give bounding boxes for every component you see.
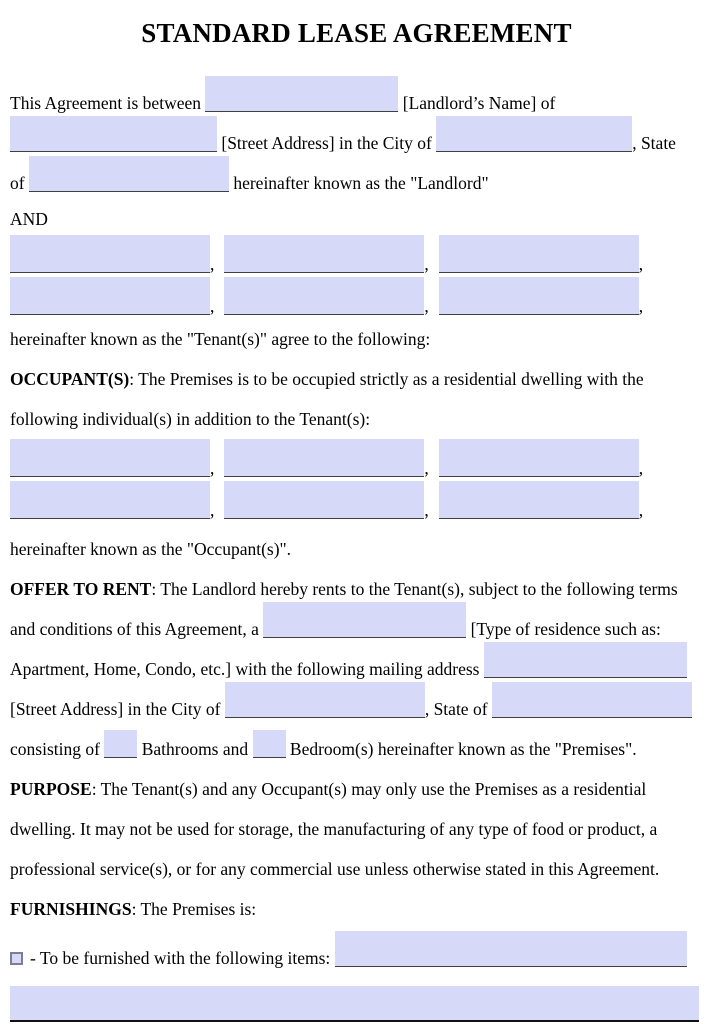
mailing-address-field[interactable] bbox=[484, 642, 687, 678]
residence-type-field[interactable] bbox=[263, 602, 466, 638]
tenant-name-field-5[interactable] bbox=[224, 277, 424, 315]
comma: , bbox=[210, 254, 215, 274]
offer-text: Bathrooms and bbox=[137, 739, 253, 759]
comma: , bbox=[210, 458, 215, 478]
offer-text: Bedroom(s) hereinafter known as the "Premises". bbox=[285, 739, 637, 759]
occupant-name-field-3[interactable] bbox=[439, 439, 639, 477]
furnished-option-line bbox=[10, 938, 703, 978]
intro-text: This Agreement is between bbox=[10, 93, 206, 113]
occupant-name-field-5[interactable] bbox=[224, 481, 424, 519]
tenant-name-field-2[interactable] bbox=[224, 235, 424, 273]
purpose-line-2 bbox=[10, 809, 703, 849]
comma: , bbox=[638, 458, 644, 478]
comma: , bbox=[424, 500, 429, 520]
tenant-name-row-2 bbox=[10, 277, 703, 319]
landlord-street-address-field[interactable] bbox=[10, 116, 217, 152]
intro-text: of bbox=[10, 173, 29, 193]
and-line bbox=[10, 203, 703, 235]
offer-text: Apartment, Home, Condo, etc.] with the following mailing address bbox=[10, 659, 484, 679]
landlord-name-field[interactable] bbox=[205, 76, 398, 112]
and-label: AND bbox=[10, 209, 48, 229]
premises-city-field[interactable] bbox=[225, 682, 425, 718]
occupant-name-field-1[interactable] bbox=[10, 439, 210, 477]
landlord-name-hint: [Landlord’s Name] of bbox=[398, 93, 556, 113]
furnished-items-field[interactable] bbox=[335, 931, 687, 967]
offer-text: consisting of bbox=[10, 739, 105, 759]
purpose-line-1 bbox=[10, 769, 703, 809]
tenant-name-field-3[interactable] bbox=[439, 235, 639, 273]
occupants-tail-line bbox=[10, 529, 703, 569]
furnishings-line-1 bbox=[10, 889, 703, 929]
comma: , bbox=[424, 254, 429, 274]
occupant-name-field-4[interactable] bbox=[10, 481, 210, 519]
purpose-heading: PURPOSE bbox=[10, 779, 92, 799]
tenant-tail-line bbox=[10, 319, 703, 359]
furnishings-text: : The Premises is: bbox=[131, 899, 257, 919]
residence-type-hint: [Type of residence such as: bbox=[466, 619, 661, 639]
furnished-items-continued-field[interactable] bbox=[10, 986, 699, 1022]
offer-line-4 bbox=[10, 689, 703, 729]
occupants-line-1 bbox=[10, 359, 703, 399]
occupant-name-row-2 bbox=[10, 481, 703, 523]
street-address-hint: [Street Address] in the City of bbox=[217, 133, 437, 153]
intro-text: hereinafter known as the "Landlord" bbox=[228, 173, 489, 193]
tenant-name-field-4[interactable] bbox=[10, 277, 210, 315]
landlord-city-field[interactable] bbox=[436, 116, 632, 152]
comma: , bbox=[424, 296, 429, 316]
occupants-line-2 bbox=[10, 399, 703, 439]
purpose-text: : The Tenant(s) and any Occupant(s) may only use the Premises as a residential bbox=[91, 779, 647, 799]
furnishings-heading: FURNISHINGS bbox=[10, 899, 132, 919]
bedrooms-count-field[interactable] bbox=[253, 730, 286, 758]
comma: , bbox=[638, 296, 644, 316]
purpose-line-3 bbox=[10, 849, 703, 889]
occupants-text: following individual(s) in addition to the Tenant(s): bbox=[10, 409, 371, 429]
offer-text: , State of bbox=[424, 699, 492, 719]
occupants-heading: OCCUPANT(S) bbox=[10, 369, 130, 389]
premises-state-field[interactable] bbox=[492, 682, 692, 718]
occupant-name-field-6[interactable] bbox=[439, 481, 639, 519]
purpose-text: dwelling. It may not be used for storage, the manufacturing of any type of food or product, a bbox=[10, 819, 658, 839]
tenant-tail-text: hereinafter known as the "Tenant(s)" agree to the following: bbox=[10, 329, 431, 349]
offer-text: and conditions of this Agreement, a bbox=[10, 619, 264, 639]
offer-text: : The Landlord hereby rents to the Tenant(s), subject to the following terms bbox=[151, 579, 678, 599]
offer-line-5 bbox=[10, 729, 703, 769]
intro-line-3 bbox=[10, 163, 703, 203]
offer-heading: OFFER TO RENT bbox=[10, 579, 152, 599]
tenant-name-field-6[interactable] bbox=[439, 277, 639, 315]
comma: , bbox=[424, 458, 429, 478]
occupants-tail-text: hereinafter known as the "Occupant(s)". bbox=[10, 539, 292, 559]
comma: , bbox=[210, 500, 215, 520]
bathrooms-count-field[interactable] bbox=[104, 730, 137, 758]
occupants-text: : The Premises is to be occupied strictly as a residential dwelling with the bbox=[129, 369, 644, 389]
document-title: STANDARD LEASE AGREEMENT bbox=[141, 18, 572, 48]
furnished-option-label: - To be furnished with the following items: bbox=[30, 948, 335, 968]
occupant-name-row-1 bbox=[10, 439, 703, 481]
intro-text: , State bbox=[632, 133, 676, 153]
comma: , bbox=[210, 296, 215, 316]
landlord-state-field[interactable] bbox=[29, 156, 229, 192]
comma: , bbox=[638, 254, 644, 274]
tenant-name-field-1[interactable] bbox=[10, 235, 210, 273]
comma: , bbox=[638, 500, 644, 520]
purpose-text: professional service(s), or for any commercial use unless otherwise stated in this Agreement. bbox=[10, 859, 660, 879]
occupant-name-field-2[interactable] bbox=[224, 439, 424, 477]
tenant-name-row-1 bbox=[10, 235, 703, 277]
offer-text: [Street Address] in the City of bbox=[10, 699, 225, 719]
furnished-checkbox[interactable] bbox=[10, 952, 23, 965]
